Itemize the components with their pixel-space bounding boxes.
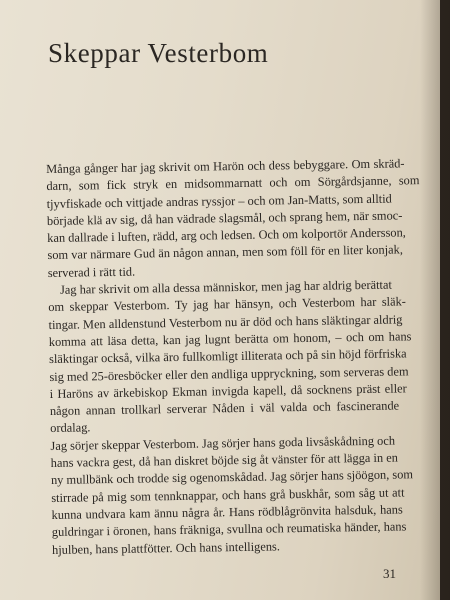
text-line: stirrade på mig som tennknappar, och hans grå buskhår, som såg ut att xyxy=(51,485,405,505)
text-line: serverad i rätt tid. xyxy=(47,264,136,280)
paragraph-3 xyxy=(50,432,444,559)
text-line: Jag har skrivit om alla dessa människor, men jag har aldrig berättat xyxy=(59,277,392,297)
text-line: darn, som fick stryk en midsommarnatt och om Sörgårdsjanne, som xyxy=(46,173,420,194)
text-line: någon annan trollkarl serverar Nåden i väl valda och fascinerande xyxy=(49,398,400,419)
text-line: guldringar i öronen, hans fräkniga, svullna och reumatiska händer, hans xyxy=(51,519,407,540)
text-line: ordalag. xyxy=(50,420,91,436)
chapter-body xyxy=(46,155,444,559)
text-line: tjyvfiskade och vittjade andras ryssjor – och om Jan-Matts, som alltid xyxy=(46,191,392,211)
text-line: komma att läsa detta, kan jag lugnt berätta om honom, – och om hans xyxy=(48,329,412,349)
text-line: som var närmare Gud än någon annan, men som föll för en liter konjak, xyxy=(47,242,404,263)
text-line: Jag sörjer skeppar Vesterbom. Jag sörjer hans goda livsåskådning och xyxy=(50,433,396,453)
paragraph-1 xyxy=(46,155,440,282)
text-line: hans vackra gest, då han diskret böjde sig åt vänster för att lägga in en xyxy=(50,450,398,471)
text-line: släktingar också, vilka äro fullkomligt illiterata och på sin höjd förfriska xyxy=(49,346,407,367)
page-number: 31 xyxy=(383,566,396,581)
text-line: ny mullbänk och trodde sig ogenomskådad. Jag sörjer hans sjöögon, som xyxy=(50,467,414,488)
text-line: om skeppar Vesterbom. Ty jag har hänsyn, och Vesterbom har släk- xyxy=(48,294,406,315)
text-line: började klä av sig, då han vädrade slagsmål, och sprang hem, när smoc- xyxy=(46,208,403,228)
text-line: i Haröns av ärkebiskop Ekman invigda kapell, då socknens präst eller xyxy=(49,381,407,401)
text-line: sig med 25-öresböcker eller den andliga uppryckning, som serveras dem xyxy=(49,363,409,384)
text-line: tingar. Men alldenstund Vesterbom nu är död och hans släktingar aldrig xyxy=(48,312,403,332)
text-line: hjulben, hans plattfötter. Och hans intelligens. xyxy=(51,538,280,557)
text-line: kunna undvara kam ännu några år. Hans rödblågrönvita halsduk, hans xyxy=(51,502,403,522)
book-edge-shadow xyxy=(440,0,450,600)
chapter-title: Skeppar Vesterbom xyxy=(48,38,269,68)
text-line: Många gånger har jag skrivit om Harön och dess bebyggare. Om skräd- xyxy=(46,156,405,176)
paragraph-2 xyxy=(48,276,442,438)
text-line: kan dallrade i luften, rädd, arg och ledsen. Och om kolportör Andersson, xyxy=(47,225,406,246)
